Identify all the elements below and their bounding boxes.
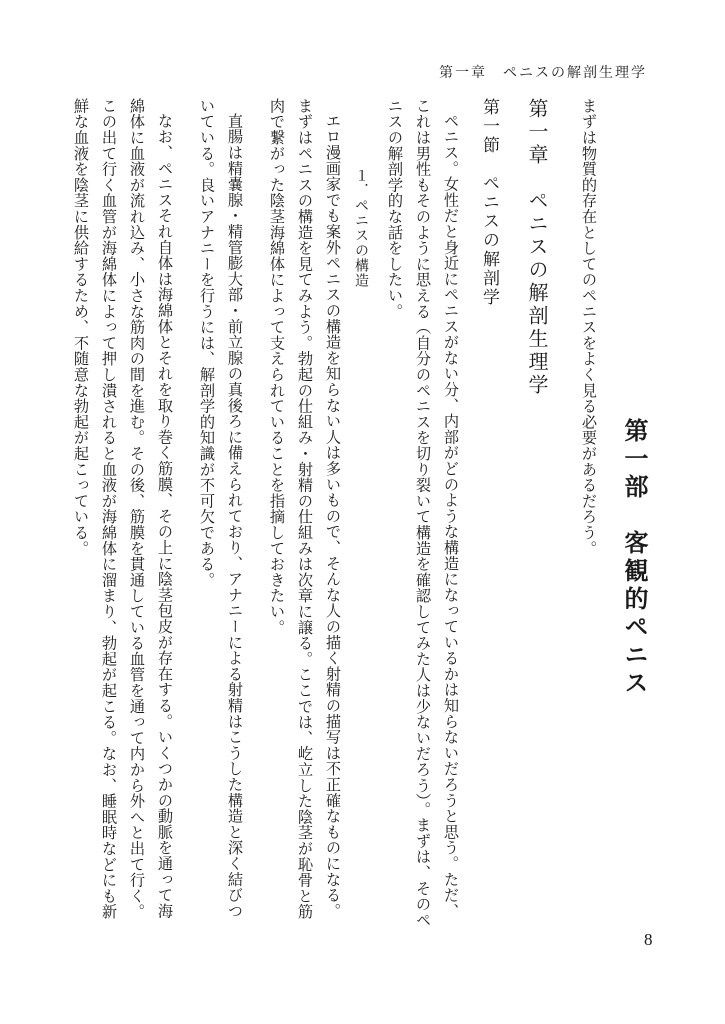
body-paragraph: 直腸は精嚢腺・精管膨大部・前立腺の真後ろに備えられており、アナニーによる射精はこうした構造と深く結びついている。良いアナニーを行うには、解剖学的知識が不可欠である。 xyxy=(198,98,244,919)
running-head: 第一章 ペニスの解剖生理学 xyxy=(439,65,647,81)
intro-line: まずは物質的存在としてのペニスをよく見る必要があるだろう。 xyxy=(580,98,598,557)
page-number: 8 xyxy=(644,930,653,949)
body-paragraph: エロ漫画家でも案外ペニスの構造を知らない人は多いもので、そんな人の描く射精の描写は不正確なものになる。まずはペニスの構造を見てみよう。勃起の仕組み・射精の仕組みは次章に譲る。ここでは、屹立した陰茎が恥骨と筋肉で繋がった陰茎海綿体によって支えられていることを指摘しておきたい。 xyxy=(268,98,342,920)
section-intro-paragraph: ペニス。女性だと身近にペニスがない分、内部がどのような構造になっているかは知らないだろうと思う。ただ、これは男性もそのように思える（自分のペニスを切り裂いて構造を確認してみた人は少ないだろう）。まずは、そのペニスの解剖学的な話をしたい。 xyxy=(386,98,460,928)
section-title: 第一節 ペニスの解剖学 xyxy=(479,98,499,307)
chapter-title: 第一章 ペニスの解剖生理学 xyxy=(525,98,549,397)
body-paragraph: なお、ペニスそれ自体は海綿体とそれを取り巻く筋膜、その上に陰茎包皮が存在する。いくつかの動脈を通って海綿体に血液が流れ込み、小さな筋肉の間を進む。その後、筋膜を貫通している血管を通って内から外へと出て行く。この出て行く血管が海綿体によって押し潰されると血液が海綿体に溜まり、勃起が起こる。なお、睡眠時などにも新鮮な血液を陰茎に供給するため、不随意な勃起が起こっている。 xyxy=(72,98,174,920)
vertical-text-body xyxy=(67,98,655,928)
subsection-title: １．ペニスの構造 xyxy=(353,168,369,288)
part-title: 第一部 客観的ペニス xyxy=(620,418,648,698)
